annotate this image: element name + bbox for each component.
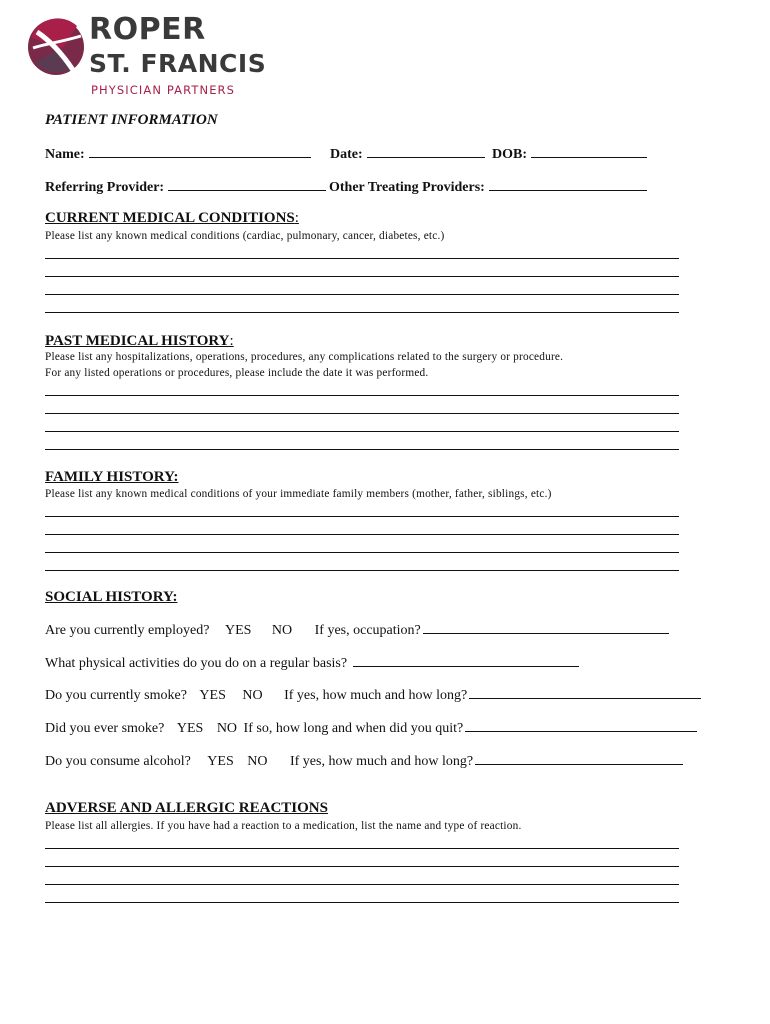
family-history-line-4[interactable] xyxy=(45,570,679,571)
smoke-amount-label: If yes, how much and how long? xyxy=(284,688,468,703)
current-conditions-line-4[interactable] xyxy=(45,312,679,313)
ever-smoke-question: Did you ever smoke? xyxy=(45,721,165,736)
past-history-title-text: PAST MEDICAL HISTORY xyxy=(45,333,230,349)
other-providers-label: Other Treating Providers: xyxy=(329,180,485,195)
employed-question: Are you currently employed? xyxy=(45,623,210,638)
current-conditions-line-1[interactable] xyxy=(45,258,679,259)
alcohol-question: Do you consume alcohol? xyxy=(45,754,191,769)
social-history-title: SOCIAL HISTORY: xyxy=(45,589,178,605)
name-label: Name: xyxy=(45,147,85,162)
current-conditions-line-2[interactable] xyxy=(45,276,679,277)
name-field-row xyxy=(45,145,311,163)
smoke-yes-option[interactable]: YES xyxy=(199,688,226,703)
employed-no-option[interactable]: NO xyxy=(271,623,293,638)
alcohol-amount-input-line[interactable] xyxy=(475,752,683,765)
date-input-line[interactable] xyxy=(367,145,485,158)
smoke-no-option[interactable]: NO xyxy=(242,688,263,703)
alcohol-question-row xyxy=(45,752,683,770)
employed-yes-option[interactable]: YES xyxy=(224,623,252,638)
ever-smoke-question-row xyxy=(45,719,697,737)
smoke-question-row xyxy=(45,686,701,704)
other-providers-input-line[interactable] xyxy=(489,178,647,191)
activities-input-line[interactable] xyxy=(353,654,579,667)
adverse-reactions-line-1[interactable] xyxy=(45,848,679,849)
family-history-line-3[interactable] xyxy=(45,552,679,553)
other-providers-field-row xyxy=(329,178,647,196)
dob-field-row xyxy=(492,145,647,163)
adverse-reactions-line-2[interactable] xyxy=(45,866,679,867)
current-conditions-line-3[interactable] xyxy=(45,294,679,295)
quit-smoking-label: If so, how long and when did you quit? xyxy=(243,721,464,736)
current-conditions-title xyxy=(45,210,299,227)
brand-name-line1: ROPER xyxy=(89,12,206,47)
alcohol-amount-label: If yes, how much and how long? xyxy=(289,754,474,769)
smoke-amount-input-line[interactable] xyxy=(469,686,701,699)
current-conditions-title-text: CURRENT MEDICAL CONDITIONS xyxy=(45,210,295,226)
employed-question-row xyxy=(45,621,669,639)
sphere-logo-icon xyxy=(27,18,85,76)
past-history-note-1: Please list any hospitalizations, operations, procedures, any complications related to the surgery or procedure. xyxy=(45,351,564,363)
occupation-label: If yes, occupation? xyxy=(314,623,421,638)
activities-question-row xyxy=(45,654,579,672)
past-history-title xyxy=(45,333,234,350)
alcohol-no-option[interactable]: NO xyxy=(247,754,268,769)
referring-provider-label: Referring Provider: xyxy=(45,180,165,195)
current-conditions-note: Please list any known medical conditions (cardiac, pulmonary, cancer, diabetes, etc.) xyxy=(45,230,445,242)
family-history-line-2[interactable] xyxy=(45,534,679,535)
patient-info-title: PATIENT INFORMATION xyxy=(45,112,218,128)
ever-smoke-yes-option[interactable]: YES xyxy=(176,721,204,736)
past-history-line-2[interactable] xyxy=(45,413,679,414)
smoke-question: Do you currently smoke? xyxy=(45,688,187,703)
dob-input-line[interactable] xyxy=(531,145,647,158)
brand-name-line2: ST. FRANCIS xyxy=(89,49,267,78)
referring-field-row xyxy=(45,178,326,196)
family-history-title: FAMILY HISTORY: xyxy=(45,469,179,485)
quit-smoking-input-line[interactable] xyxy=(465,719,697,732)
adverse-reactions-note: Please list all allergies. If you have had a reaction to a medication, list the name and type of reaction. xyxy=(45,820,522,832)
occupation-input-line[interactable] xyxy=(423,621,669,634)
family-history-note: Please list any known medical conditions of your immediate family members (mother, father, siblings, etc.) xyxy=(45,488,552,500)
past-history-line-3[interactable] xyxy=(45,431,679,432)
past-history-colon: : xyxy=(229,333,234,349)
ever-smoke-no-option[interactable]: NO xyxy=(216,721,238,736)
name-input-line[interactable] xyxy=(89,145,311,158)
current-conditions-colon: : xyxy=(294,210,299,226)
adverse-reactions-line-3[interactable] xyxy=(45,884,679,885)
alcohol-yes-option[interactable]: YES xyxy=(207,754,234,769)
brand-tagline: PHYSICIAN PARTNERS xyxy=(91,83,236,97)
past-history-line-1[interactable] xyxy=(45,395,679,396)
referring-provider-input-line[interactable] xyxy=(168,178,326,191)
adverse-reactions-line-4[interactable] xyxy=(45,902,679,903)
adverse-reactions-title: ADVERSE AND ALLERGIC REACTIONS xyxy=(45,800,328,816)
family-history-line-1[interactable] xyxy=(45,516,679,517)
activities-question: What physical activities do you do on a regular basis? xyxy=(45,656,348,671)
past-history-line-4[interactable] xyxy=(45,449,679,450)
date-label: Date: xyxy=(330,147,363,162)
past-history-note-2: For any listed operations or procedures, please include the date it was performed. xyxy=(45,367,429,379)
dob-label: DOB: xyxy=(492,147,527,162)
date-field-row xyxy=(330,145,485,163)
